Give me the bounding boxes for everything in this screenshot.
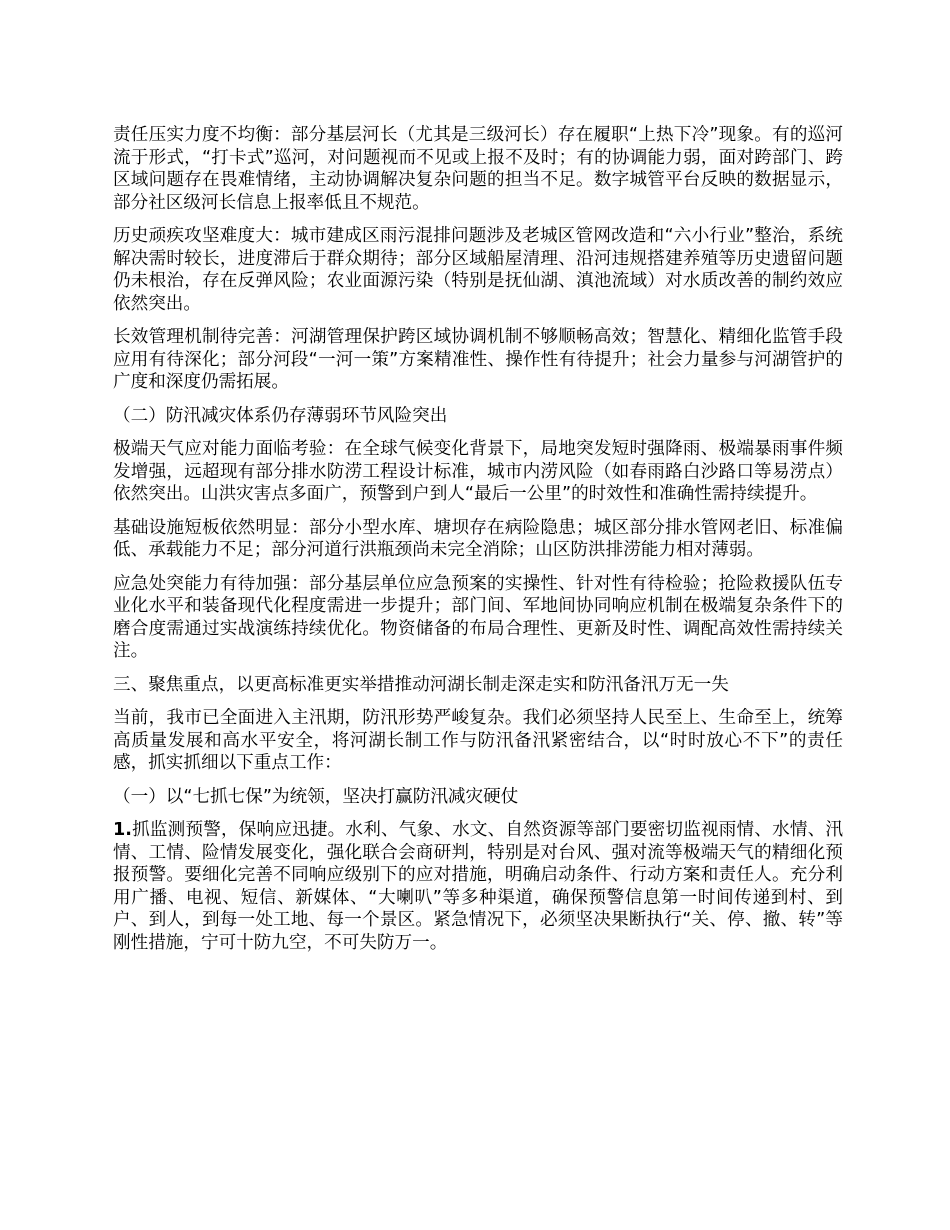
document-body — [113, 124, 843, 965]
section-heading-three: 三、聚焦重点，以更高标准更实举措推动河湖长制走深走实和防汛备汛万无一失 — [113, 674, 729, 695]
paragraph-responsibility: 责任压实力度不均衡：部分基层河长（尤其是三级河长）存在履职“上热下冷”现象。有的巡河流于形式，“打卡式”巡河，对问题视而不见或上报不及时；有的协调能力弱，面对跨部门、跨区域问题存在畏难情绪，主动协调解决复杂问题的担当不足。数字城管平台反映的数据显示，部分社区级河长信息上报率低且不规范。 — [113, 125, 843, 213]
list-number: 1. — [113, 820, 132, 840]
paragraph-long-term-mechanism: 长效管理机制待完善：河湖管理保护跨区域协调机制不够顺畅高效；智慧化、精细化监管手段应用有待深化；部分河段“一河一策”方案精准性、操作性有待提升；社会力量参与河湖管护的广度和深度仍需拓展。 — [113, 327, 843, 392]
paragraph-historical-issues: 历史顽疾攻坚难度大：城市建成区雨污混排问题涉及老城区管网改造和“六小行业”整治，系统解决需时较长，进度滞后于群众期待；部分区域船屋清理、沿河违规搭建养殖等历史遗留问题仍未根治，存在反弹风险；农业面源污染（特别是抚仙湖、滇池流域）对水质改善的制约效应依然突出。 — [113, 226, 843, 314]
paragraph-monitoring-text: 抓监测预警，保响应迅捷。水利、气象、水文、自然资源等部门要密切监视雨情、水情、汛情、工情、险情发展变化，强化联合会商研判，特别是对台风、强对流等极端天气的精细化预报预警。要细化完善不同响应级别下的应对措施，明确启动条件、行动方案和责任人。充分利用广播、电视、短信、新媒体、“大喇叭”等多种渠道，确保预警信息第一时间传递到村、到户、到人，到每一处工地、每一个景区。紧急情况下，必须坚决果断执行“关、停、撤、转”等刚性措施，宁可十防九空，不可失防万一。 — [113, 820, 843, 953]
section-heading-seven-grasps: （一）以“七抓七保”为统领，坚决打赢防汛减灾硬仗 — [113, 786, 519, 807]
paragraph-monitoring-warning — [113, 819, 843, 954]
paragraph-current-situation: 当前，我市已全面进入主汛期，防汛形势严峻复杂。我们必须坚持人民至上、生命至上，统筹高质量发展和高水平安全，将河湖长制工作与防汛备汛紧密结合，以“时时放心不下”的责任感，抓实抓细以下重点工作： — [113, 708, 843, 773]
section-heading-flood-system: （二）防汛减灾体系仍存薄弱环节风险突出 — [113, 405, 448, 426]
paragraph-extreme-weather: 极端天气应对能力面临考验：在全球气候变化背景下，局地突发短时强降雨、极端暴雨事件频发增强，远超现有部分排水防涝工程设计标准，城市内涝风险（如春雨路白沙路口等易涝点）依然突出。山洪灾害点多面广，预警到户到人“最后一公里”的时效性和准确性需持续提升。 — [113, 439, 843, 504]
paragraph-infrastructure: 基础设施短板依然明显：部分小型水库、塘坝存在病险隐患；城区部分排水管网老旧、标准偏低、承载能力不足；部分河道行洪瓶颈尚未完全消除；山区防洪排涝能力相对薄弱。 — [113, 517, 843, 560]
paragraph-emergency-response: 应急处突能力有待加强：部分基层单位应急预案的实操性、针对性有待检验；抢险救援队伍专业化水平和装备现代化程度需进一步提升；部门间、军地间协同响应机制在极端复杂条件下的磨合度需通过实战演练持续优化。物资储备的布局合理性、更新及时性、调配高效性需持续关注。 — [113, 573, 843, 661]
